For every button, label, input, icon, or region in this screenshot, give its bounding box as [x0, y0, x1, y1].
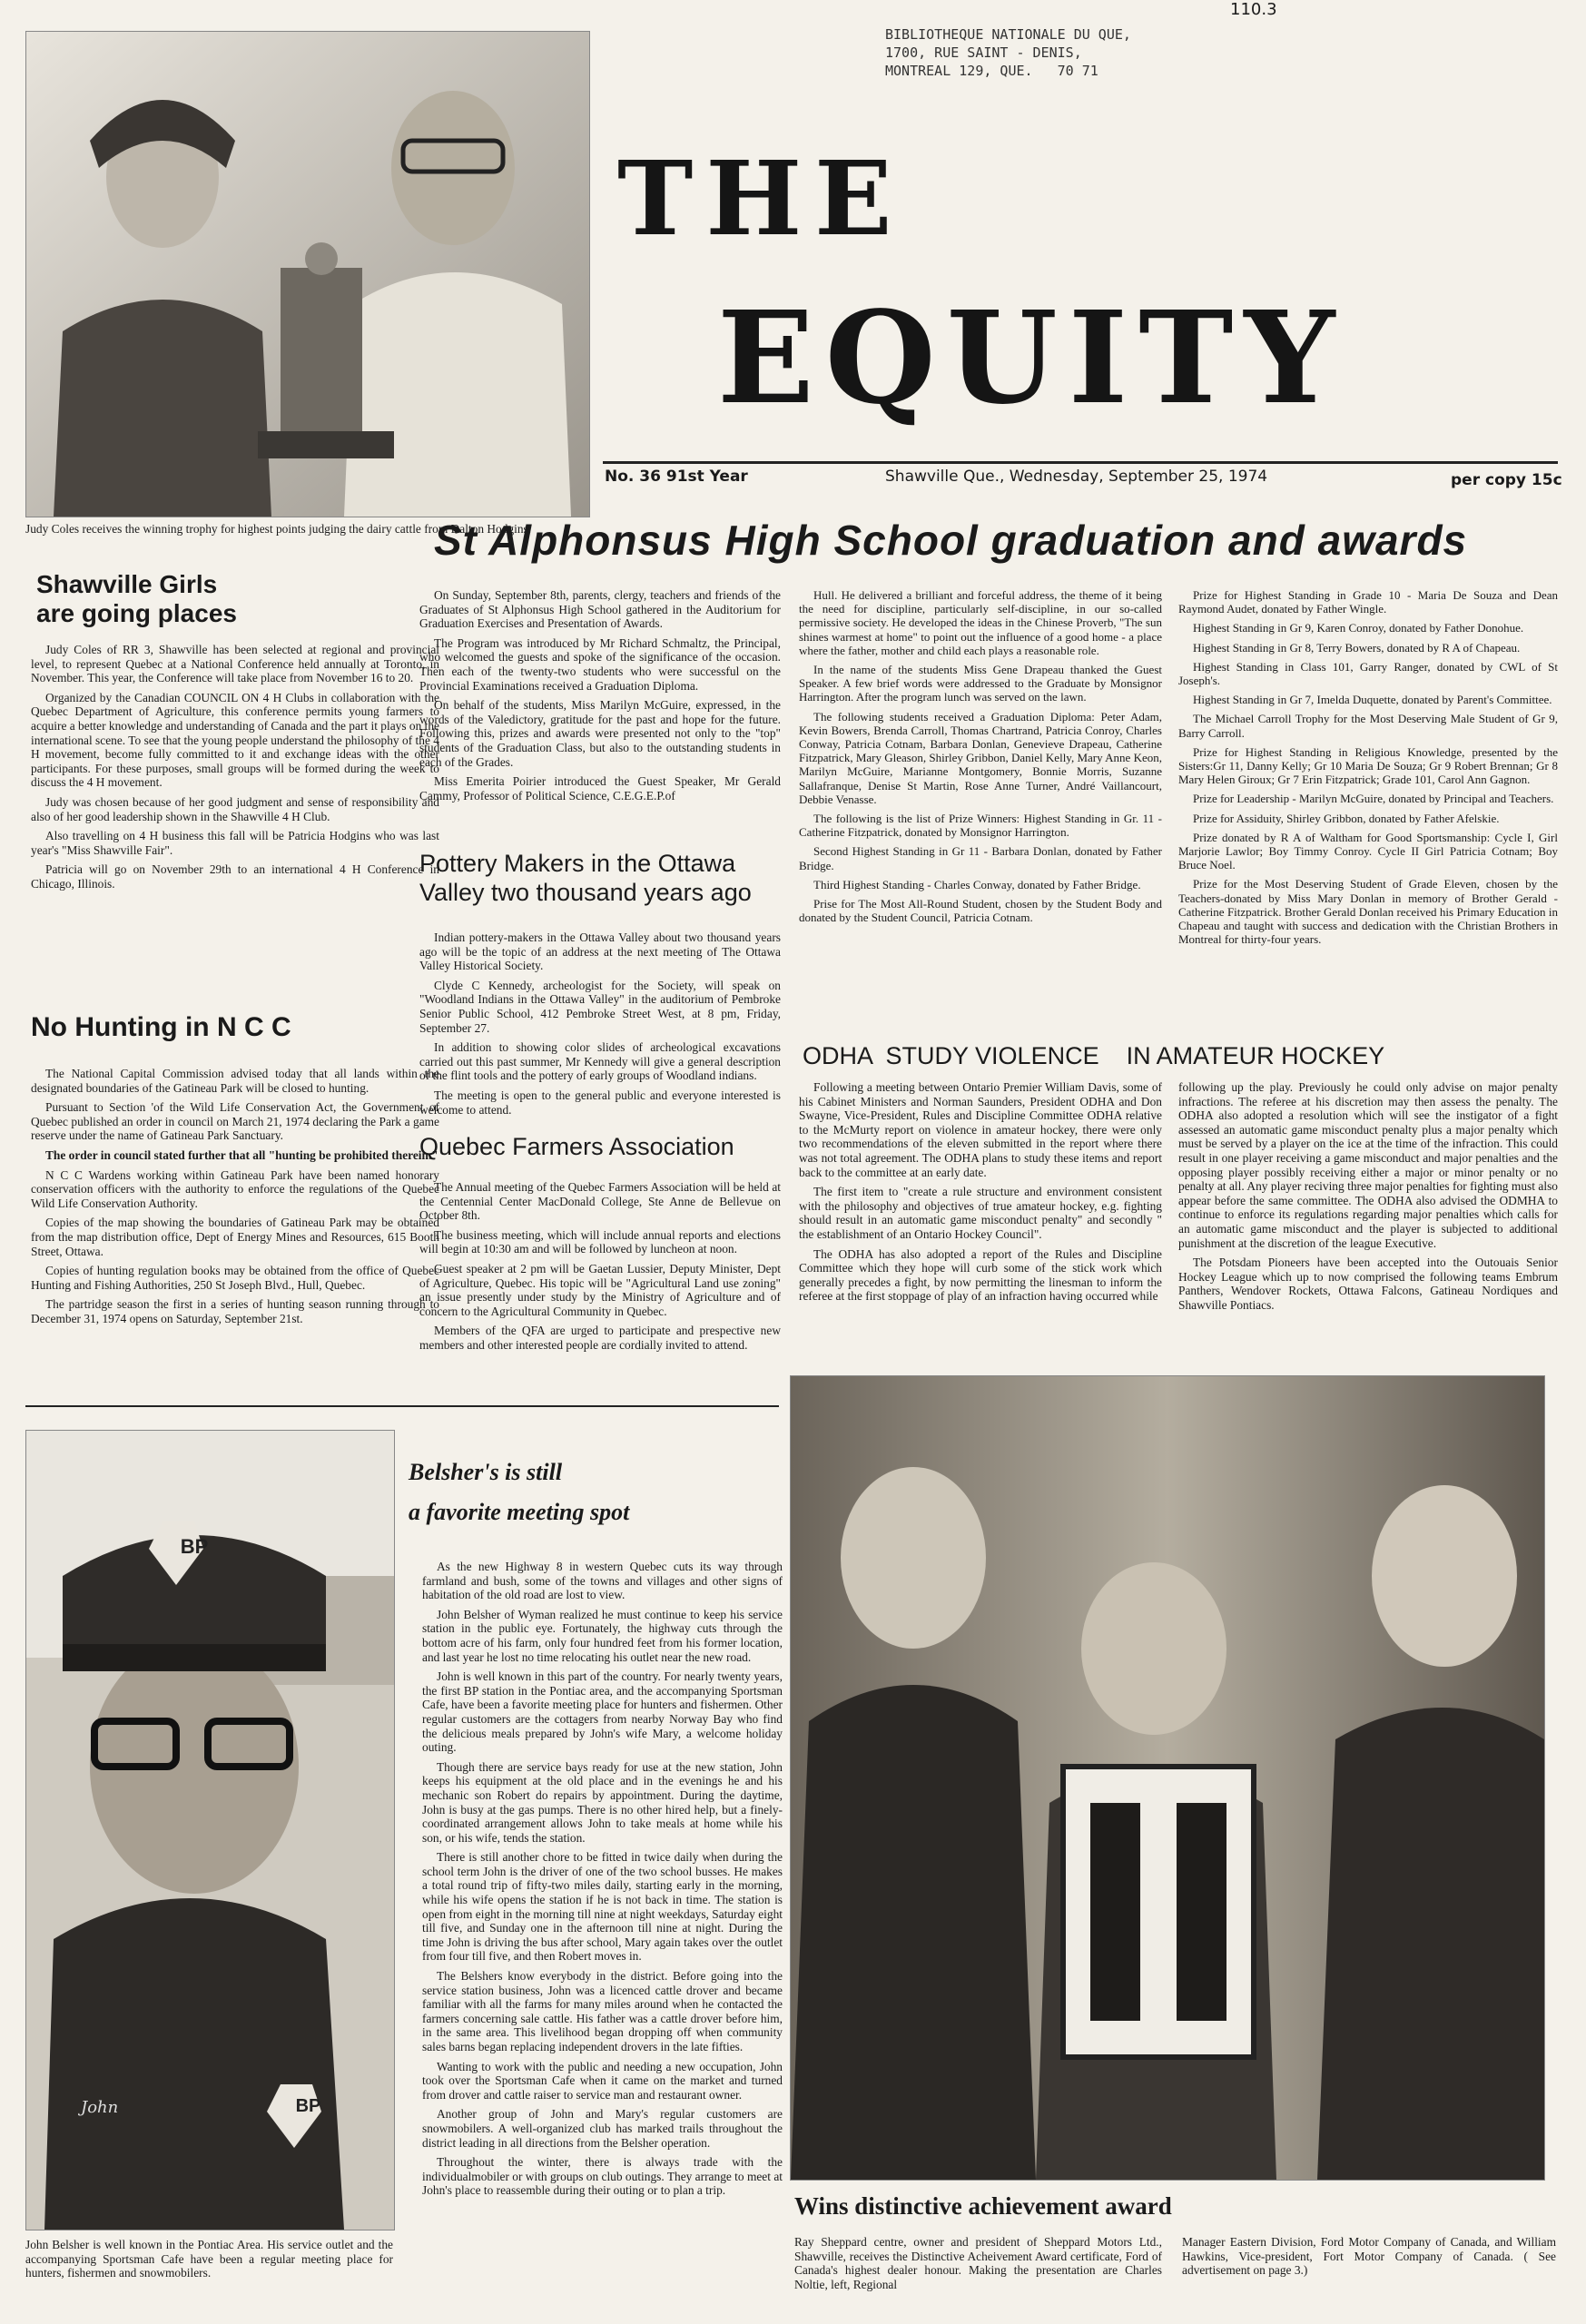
- pottery-headline-line2: Valley two thousand years ago: [419, 879, 752, 906]
- hunting-para: Copies of hunting regulation books may be obtained from the office of Quebec Hunting and Fishing Authorities, 250 St Joseph Blvd., Hull, Quebec.: [31, 1264, 439, 1292]
- issue-number: No. 36 91st Year: [605, 468, 748, 486]
- section-divider: [25, 1405, 779, 1407]
- belsher-para: There is still another chore to be fitted in twice daily when during the school term John is the driver of one of the two school busses. He makes a total round trip of fifty-two miles daily, starting early in the morning, while his wife opens the station if he is not back in time. The station is open from eight in the morning till nine at night weekdays, Saturday eight till five, and Sunday one in the afternoon till nine at night. During the time John is driving the bus after school, Mary again takes over the outlet from four till five, and then Robert moves in.: [422, 1850, 783, 1964]
- trophy-photo: [25, 31, 590, 517]
- award-caption-left: Ray Sheppard centre, owner and president of Sheppard Motors Ltd., Shawville, receives the Distinctive Acheivement Award certificate, Ford of Canada's highest dealer honour. Making the presentation are Charles Noltie, left, Regional: [794, 2235, 1162, 2291]
- graduation-para: Miss Emerita Poirier introduced the Guest Speaker, Mr Gerald Cammy, Professor of Political Science, C.E.G.E.P.of: [419, 774, 781, 803]
- graduation-para: On behalf of the students, Miss Marilyn McGuire, expressed, in the words of the Valedictory, gratitude for the past and hope for the future. Following this, prizes and awards were presented not only to the "top" students of the Graduation Class, but also to the outstanding students in each of the Grades.: [419, 698, 781, 769]
- belsher-para: Though there are service bays ready for use at the new station, John keeps his equipment at the old place and in the evenings he and his mechanic son Robert do repairs by appointment. During the daytime, John is busy at the gas pumps. There is no other hired help, but a finely-coordinated arrangement allows John to take meals at home while his son, or his wife, tends the station.: [422, 1759, 783, 1845]
- shirt-name: John: [81, 2098, 119, 2117]
- graduation-para: Prize for Highest Standing in Grade 10 - Maria De Souza and Dean Raymond Audet, donated by Father Wingle.: [1178, 588, 1558, 616]
- hunting-article: [31, 1067, 439, 1332]
- hunting-headline: No Hunting in N C C: [31, 1012, 291, 1042]
- graduation-para: On Sunday, September 8th, parents, clergy, teachers and friends of the Graduates of St Alphonsus High School gathered in the Auditorium for Graduation Exercises and Presentation of Awards.: [419, 588, 781, 631]
- graduation-para: In the name of the students Miss Gene Drapeau thanked the Guest Speaker. A few brief words were addressed to the Graduate by Monsignor Harrington. After the program lunch was served on the lawn.: [799, 663, 1162, 704]
- belsher-photo: [25, 1430, 395, 2230]
- hunting-para: The National Capital Commission advised today that all lands within the designated boundaries of the Gatineau Park will be closed to hunting.: [31, 1067, 439, 1095]
- shawville-para: Judy Coles of RR 3, Shawville has been selected at regional and provincial level, to represent Quebec at a National Conference held annually at Toronto, in November. This year, the Conference will take place from November 16 to 20.: [31, 643, 439, 685]
- farmers-para: Members of the QFA are urged to participate and prespective new members and other interested people are cordially invited to attend.: [419, 1324, 781, 1352]
- farmers-para: The business meeting, which will include annual reports and elections will begin at 10:30 am and will be followed by luncheon at noon.: [419, 1227, 781, 1256]
- graduation-para: The following students received a Graduation Diploma: Peter Adam, Kevin Bowers, Brenda Carroll, Thomas Chartrand, Patricia Conroy, Charles Conway, Patricia Cotnam, Barbara Donlan, Genevieve Drapeau, Catherine Fitzpatrick, Mary Gleason, Shirley Gribbon, Daniel Kelly, Mary Anne Keon, Marilyn McGuire, Marianne Montgomery, Bonnie Morris, Suzanne Sallafranque, Denise St Martin, Rose Anne Turner, André Vaillancourt, Debbie Venasse.: [799, 709, 1162, 806]
- award-photo: [790, 1375, 1545, 2181]
- odha-col1: [799, 1080, 1162, 1309]
- belsher-para: As the new Highway 8 in western Quebec cuts its way through farmland and bush, some of the towns and villages and other signs of habitation of the old road are lost to view.: [422, 1560, 783, 1602]
- pottery-headline-line1: Pottery Makers in the Ottawa: [419, 850, 736, 877]
- odha-col2: [1178, 1080, 1558, 1318]
- award-caption-right: Manager Eastern Division, Ford Motor Company of Canada, and William Hawkins, Vice-president, Fort Motor Company of Canada. ( See advertisement on page 3.): [1182, 2235, 1556, 2278]
- library-stamp: BIBLIOTHEQUE NATIONALE DU QUE, 1700, RUE SAINT - DENIS, MONTREAL 129, QUE. 70 71: [885, 26, 1131, 79]
- graduation-para: Prise for The Most All-Round Student, chosen by the Student Body and donated by the Student Council, Patricia Cotnam.: [799, 897, 1162, 925]
- belsher-headline: [409, 1452, 629, 1532]
- odha-headline: ODHA STUDY VIOLENCE IN AMATEUR HOCKEY: [803, 1042, 1385, 1069]
- belsher-para: Wanting to work with the public and needing a new occupation, John took over the Sportsman Cafe when it came on the market and turned from drover and cattle raiser to service man and restaurant owner.: [422, 2059, 783, 2102]
- graduation-para: Highest Standing in Gr 8, Terry Bowers, donated by R A of Chapeau.: [1193, 640, 1521, 655]
- farmers-article: [419, 1180, 781, 1358]
- odha-para: The first item to "create a rule structure and environment consistent with the philosophy and objectives of true amateur hockey, e.g. fighting should result in an automatic game misconduct penalty" and secondly " the establishment of an Ontario Hockey Council".: [799, 1185, 1162, 1241]
- masthead-rule: [603, 461, 1558, 464]
- belsher-article: [422, 1560, 783, 2203]
- hunting-para: The order in council stated further that all "hunting be prohibited therein.": [45, 1147, 438, 1162]
- pottery-article: [419, 931, 781, 1122]
- odha-para: The ODHA has also adopted a report of the Rules and Discipline Committee which they hope will curb some of the stick work which generally precedes a fight, by now permitting the linesman to inform the referee at the first stoppage of play of an infraction having occurred while: [799, 1246, 1162, 1304]
- farmers-para: The Annual meeting of the Quebec Farmers Association will be held at the Centennial Center MacDonald College, Ste Anne de Bellevue on October 8th.: [419, 1180, 781, 1223]
- pottery-para: Indian pottery-makers in the Ottawa Valley about two thousand years ago will be the topic of an address at the next meeting of The Ottawa Valley Historical Society.: [419, 931, 781, 973]
- graduation-para: Hull. He delivered a brilliant and forceful address, the theme of it being the need for discipline, particularly self-discipline, in our so-called permissive society. He developed the ideas in the Chinese Proverb, "The sun shines warmest at home" to point out the influence of a good home - a place where the father, mother and child each plays a reasonable role.: [799, 588, 1162, 657]
- graduation-para: Prize donated by R A of Waltham for Good Sportsmanship: Cycle I, Girl Marjorie Lawlor; Boy Timmy Conroy. Cycle II Girl Patricia Cotnam; Boy Bruce Noel.: [1178, 830, 1558, 872]
- belsher-para: Another group of John and Mary's regular customers are snowmobilers. A well-organized club has marked trails throughout the district leading in all directions from the Belsher operation.: [422, 2107, 783, 2150]
- graduation-para: The Program was introduced by Mr Richard Schmaltz, the Principal, who welcomed the guests and spoke of the significance of the occasion. Then each of the twenty-two students who were successful on the Provincial Examinations received a Graduation Diploma.: [419, 635, 781, 693]
- hunting-para: The partridge season the first in a series of hunting season running through to December 31, 1974 opens on Saturday, September 21st.: [31, 1297, 439, 1325]
- pottery-para: The meeting is open to the general public and everyone interested is welcome to attend.: [419, 1088, 781, 1117]
- belsher-para: The Belshers know everybody in the district. Before going into the service station business, John was a licenced cattle drover and became familiar with all the farms for many miles around when he contacted the farmers concerning sale cattle. His father was a cattle drover before him, in the same area. This livelihood began dropping off when community sales barns began replacing independent drovers in the late fifties.: [422, 1969, 783, 2053]
- pottery-para: In addition to showing color slides of archeological excavations carried out this past summer, Mr Kennedy will give a general description of the flint tools and the pottery of early groups of Woodland indians.: [419, 1040, 781, 1083]
- shawville-para: Organized by the Canadian COUNCIL ON 4 H Clubs in collaboration with the Quebec Department of Agriculture, this conference permits young farmers to acquire a better knowledge and understanding of Canada and the part it plays on the international scene. To see that the young people understand the philosophy of the 4 H movement, become fully committed to it and exchange ideas with the other participants. For these purposes, small groups will be formed during the week to discuss the 4 H movement.: [31, 690, 439, 790]
- masthead-equity: EQUITY: [717, 284, 1346, 433]
- cap-badge-text: BP: [180, 1535, 209, 1558]
- shawville-headline-line1: Shawville Girls: [36, 570, 218, 598]
- belsher-para: Throughout the winter, there is always trade with the individualmobiler or with groups on club outings. They arrange to meet at John's place to reassemble during their outing or to plan a trip.: [422, 2155, 783, 2198]
- graduation-para: Highest Standing in Gr 7, Imelda Duquette, donated by Parent's Committee.: [1193, 693, 1552, 707]
- belsher-photo-caption: John Belsher is well known in the Pontiac Area. His service outlet and the accompanying Sportsman Cafe have been a regular meeting place for hunters, fishermen and snowmobilers.: [25, 2238, 393, 2280]
- belsher-headline-line1: Belsher's is still: [409, 1459, 563, 1485]
- graduation-para: Prize for Highest Standing in Religious Knowledge, presented by the Sisters:Gr 11, Danny Kelly; Gr 10 Maria De Souza; Gr 9 Robert Brennan; Gr 8 Mary Helen Giroux; Gr 7 Erin Fitzpatrick; Grade 101, Carol Ann Gagnon.: [1178, 744, 1558, 787]
- hunting-para: Pursuant to Section 'of the Wild Life Conservation Act, the Government of Quebec published an order in council on March 21, 1974 declaring the Park a game reserve under the name of Gatineau Park Sanctuary.: [31, 1100, 439, 1143]
- price: per copy 15c: [1451, 471, 1562, 489]
- graduation-para: Highest Standing in Gr 9, Karen Conroy, donated by Father Donohue.: [1193, 621, 1524, 635]
- graduation-para: Second Highest Standing in Gr 11 - Barbara Donlan, donated by Father Bridge.: [799, 844, 1162, 872]
- graduation-para: The following is the list of Prize Winners: Highest Standing in Gr. 11 - Catherine Fitzpatrick, donated by Monsignor Harrington.: [799, 812, 1162, 840]
- odha-para: The Potsdam Pioneers have been accepted into the Outouais Senior Hockey League which up to now comprised the following teams Embrum Panthers, Wendover Rockets, Ottawa Falcons, Gatineau Nordiques and Shawville Pontiacs.: [1178, 1256, 1558, 1312]
- shawville-article: [31, 643, 439, 897]
- shawville-para: Patricia will go on November 29th to an international 4 H Conference in Chicago, Illinois.: [31, 862, 439, 891]
- farmers-para: Guest speaker at 2 pm will be Gaetan Lussier, Deputy Minister, Dept of Agriculture, Quebec. His topic will be "Agricultural Land use zoning" an issue presently under study by the Ministry of Agriculture and of concern to the Agricultural Community in Quebec.: [419, 1261, 781, 1318]
- belsher-headline-line2: a favorite meeting spot: [409, 1499, 630, 1525]
- shawville-para: Also travelling on 4 H business this fall will be Patricia Hodgins who was last year's "Miss Shawville Fair".: [31, 829, 439, 857]
- graduation-col3: [1178, 588, 1558, 951]
- shawville-headline-line2: are going places: [36, 599, 237, 627]
- graduation-col2: [799, 588, 1162, 930]
- shirt-badge-text: BP: [295, 2096, 321, 2116]
- graduation-para: Prize for Leadership - Marilyn McGuire, donated by Principal and Teachers.: [1193, 792, 1554, 806]
- masthead-the: THE: [617, 140, 905, 259]
- pottery-para: Clyde C Kennedy, archeologist for the Society, will speak on "Woodland Indians in the Ottawa Valley" in the auditorium of Pembroke Senior Public School, 412 Pembroke Street West, at 8 pm, Friday, September 27.: [419, 978, 781, 1035]
- award-headline: Wins distinctive achievement award: [794, 2192, 1172, 2220]
- belsher-para: John Belsher of Wyman realized he must continue to keep his service station in the public eye. Fortunately, the highway cuts through the bottom acre of his farm, only four hundred feet from his former location, and last year he lost no time relocating his outlet near the new road.: [422, 1607, 783, 1664]
- belsher-para: John is well known in this part of the country. For nearly twenty years, the first BP station in the Pontiac area, and the accompanying Sportsman Cafe, have been a favorite meeting place for hunters and fishermen. Other regular customers are the cottagers from nearby Norway Bay who find the delicious meals prepared by John's wife Mary, a welcome holiday outing.: [422, 1669, 783, 1755]
- corner-number: 110.3: [1230, 0, 1277, 19]
- graduation-col1: [419, 588, 781, 808]
- trophy-photo-caption: Judy Coles receives the winning trophy for highest points judging the dairy cattle from Dalton Hodgins.: [25, 522, 532, 536]
- farmers-headline: Quebec Farmers Association: [419, 1133, 734, 1160]
- graduation-headline: St Alphonsus High School graduation and awards: [434, 517, 1468, 564]
- hunting-para: N C C Wardens working within Gatineau Park have been named honorary conservation officers with the authority to enforce the regulations of the Quebec Wild Life Conservation Authority.: [31, 1167, 439, 1210]
- odha-para: following up the play. Previously he could only advise on major penalty infractions. The referee at his discretion may then assess the penalty. The ODHA also adopted a resolution which will see the instigator of a fight assessed an automatic game misconduct penalty plus a major penalty which must be served by a player on the ice at the time of the infraction. This could result in one player receiving a game misconduct and major penalties and the opposing player possibly receiving either a major or minor penalty or no penalty at all. Any player reciving three major penalties for fighting must also appear before the same committee. The ODHA also advised the ODMHA to continue to enforce its regulations regarding major penalties which calls for an automatic game misconduct and the player is subjected to additional punishment at the discretion of the league Executive.: [1178, 1080, 1558, 1250]
- dateline: Shawville Que., Wednesday, September 25, 1974: [885, 468, 1268, 486]
- shawville-para: Judy was chosen because of her good judgment and sense of responsibility and also of her good leadership shown in the Shawville 4 H Club.: [31, 794, 439, 823]
- graduation-para: Third Highest Standing - Charles Conway, donated by Father Bridge.: [813, 877, 1141, 891]
- graduation-para: The Michael Carroll Trophy for the Most Deserving Male Student of Gr 9, Barry Carroll.: [1178, 712, 1558, 740]
- pottery-headline: [419, 849, 752, 907]
- graduation-para: Prize for Assiduity, Shirley Gribbon, donated by Father Afelskie.: [1193, 811, 1500, 825]
- graduation-para: Highest Standing in Class 101, Garry Ranger, donated by CWL of St Joseph's.: [1178, 659, 1558, 688]
- graduation-para: Prize for the Most Deserving Student of Grade Eleven, chosen by the Teachers-donated by Miss Mary Donlan in memory of Brother Gerald - Catherine Fitzpatrick. Brother Gerald Donlan received his Primary Education in Chapeau and taught with success and dedication with the Christian Brothers in Montreal for thirty-four years.: [1178, 877, 1558, 947]
- odha-para: Following a meeting between Ontario Premier William Davis, some of his Cabinet Ministers and Norman Saunders, President ODHA and Don Swayne, Vice-President, Rules and Discipline Committee ODHA relative to the McMurty report on violence in amateur hockey, there were only two recommendations of the eleven submitted in the report where there was not total agreement. The ODHA plans to study these items and report back to the committee at an early date.: [799, 1080, 1162, 1179]
- shawville-headline: [36, 570, 237, 628]
- hunting-para: Copies of the map showing the boundaries of Gatineau Park may be obtained from the map distribution office, Dept of Energy Mines and Resources, 615 Booth Street, Ottawa.: [31, 1216, 439, 1258]
